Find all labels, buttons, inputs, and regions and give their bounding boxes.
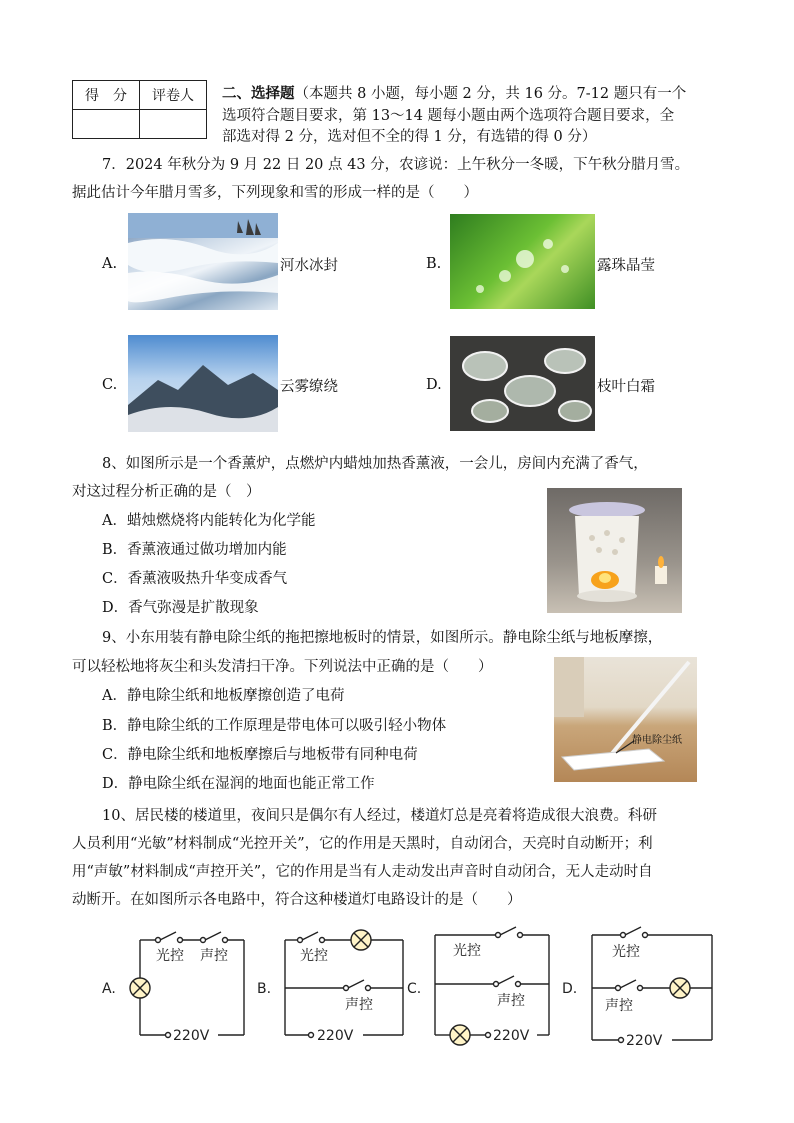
- frost-leaves-image: [450, 336, 595, 431]
- q7-option-d-letter: D.: [426, 377, 442, 393]
- q7-option-a-caption: 河水冰封: [280, 258, 338, 274]
- q7-option-b-caption: 露珠晶莹: [597, 258, 655, 274]
- cloud-mountain-image: [128, 335, 278, 432]
- circuit-b-light-label: 光控: [300, 948, 328, 964]
- q9-option-c: C．静电除尘纸和地板摩擦后与地板带有同种电荷: [102, 747, 418, 763]
- q7-option-c-letter: C.: [102, 377, 118, 393]
- circuit-d-letter: D.: [562, 981, 578, 997]
- circuit-b: [255, 920, 415, 1055]
- circuit-c-sound-label: 声控: [497, 993, 525, 1009]
- circuit-b-sound-label: 声控: [345, 997, 373, 1013]
- q7-option-c-caption: 云雾缭绕: [280, 379, 338, 395]
- circuit-d-voltage: 220V: [626, 1033, 663, 1049]
- q10-line3: 用“声敏”材料制成“声控开关”，它的作用是当有人走动发出声音时自动闭合，无人走动时自: [72, 864, 653, 880]
- circuit-a: [100, 920, 260, 1055]
- aroma-burner-image: [547, 488, 682, 613]
- q10-line1: 10、居民楼的楼道里，夜间只是偶尔有人经过，楼道灯总是亮着将造成很大浪费。科研: [102, 808, 657, 824]
- score-header: 得 分: [73, 81, 140, 110]
- circuit-c-voltage: 220V: [493, 1028, 530, 1044]
- q8-option-a: A．蜡烛燃烧将内能转化为化学能: [102, 513, 316, 529]
- q10-line2: 人员利用“光敏”材料制成“光控开关”，它的作用是天黑时，自动闭合，天亮时自动断开；利: [72, 836, 653, 852]
- circuit-c-letter: C.: [407, 981, 422, 997]
- circuit-c-light-label: 光控: [453, 943, 481, 959]
- mop-dust-paper-label: 静电除尘纸: [632, 735, 682, 746]
- q9-option-a: A．静电除尘纸和地板摩擦创造了电荷: [102, 688, 345, 704]
- circuit-b-letter: B.: [257, 981, 272, 997]
- circuit-a-light-label: 光控: [156, 948, 184, 964]
- score-cell: [73, 110, 140, 139]
- q7-line1: 7．2024 年秋分为 9 月 22 日 20 点 43 分，农谚说：上午秋分一冬暖，下午秋分腊月雪。: [102, 157, 690, 173]
- mop-image: [554, 657, 697, 782]
- circuit-d-sound-label: 声控: [605, 998, 633, 1014]
- circuit-d: [560, 920, 730, 1055]
- q9-option-b: B．静电除尘纸的工作原理是带电体可以吸引轻小物体: [102, 718, 447, 734]
- q7-option-a-letter: A.: [102, 256, 118, 272]
- circuit-a-sound-label: 声控: [200, 948, 228, 964]
- section-heading-line: [222, 82, 686, 103]
- section-desc-3: 部选对得 2 分，选对但不全的得 1 分，有选错的得 0 分）: [222, 129, 597, 145]
- section-desc-2: 选项符合题目要求，第 13～14 题每小题由两个选项符合题目要求，全: [222, 108, 675, 124]
- q8-line1: 8、如图所示是一个香薰炉，点燃炉内蜡烛加热香薰液，一会儿，房间内充满了香气，: [102, 456, 648, 472]
- section-heading: 二、选择题: [222, 85, 295, 102]
- q7-line2: 据此估计今年腊月雪多，下列现象和雪的形成一样的是（ ）: [72, 185, 478, 201]
- grader-header: 评卷人: [140, 81, 207, 110]
- circuit-d-light-label: 光控: [612, 944, 640, 960]
- circuit-c: [405, 920, 565, 1055]
- q9-line1: 9、小东用装有静电除尘纸的拖把擦地板时的情景，如图所示。静电除尘纸与地板摩擦，: [102, 630, 663, 646]
- circuit-b-voltage: 220V: [317, 1028, 354, 1044]
- q7-option-b-letter: B.: [426, 256, 442, 272]
- circuit-a-voltage: 220V: [173, 1028, 210, 1044]
- frozen-river-image: [128, 213, 278, 310]
- q10-line4: 动断开。在如图所示各电路中，符合这种楼道灯电路设计的是（ ）: [72, 892, 522, 908]
- score-table: [72, 80, 207, 139]
- q7-option-d-caption: 枝叶白霜: [597, 379, 655, 395]
- q8-option-c: C．香薰液吸热升华变成香气: [102, 571, 288, 587]
- q9-line2: 可以轻松地将灰尘和头发清扫干净。下列说法中正确的是（ ）: [72, 659, 493, 675]
- dewdrops-image: [450, 214, 595, 309]
- q8-line2: 对这过程分析正确的是（ ）: [72, 484, 261, 500]
- q8-option-b: B．香薰液通过做功增加内能: [102, 542, 287, 558]
- grader-cell: [140, 110, 207, 139]
- q8-option-d: D．香气弥漫是扩散现象: [102, 600, 259, 616]
- section-desc-1: （本题共 8 小题，每小题 2 分，共 16 分。7-12 题只有一个: [294, 86, 687, 102]
- circuit-a-letter: A.: [102, 981, 116, 997]
- q9-option-d: D．静电除尘纸在湿润的地面也能正常工作: [102, 776, 375, 792]
